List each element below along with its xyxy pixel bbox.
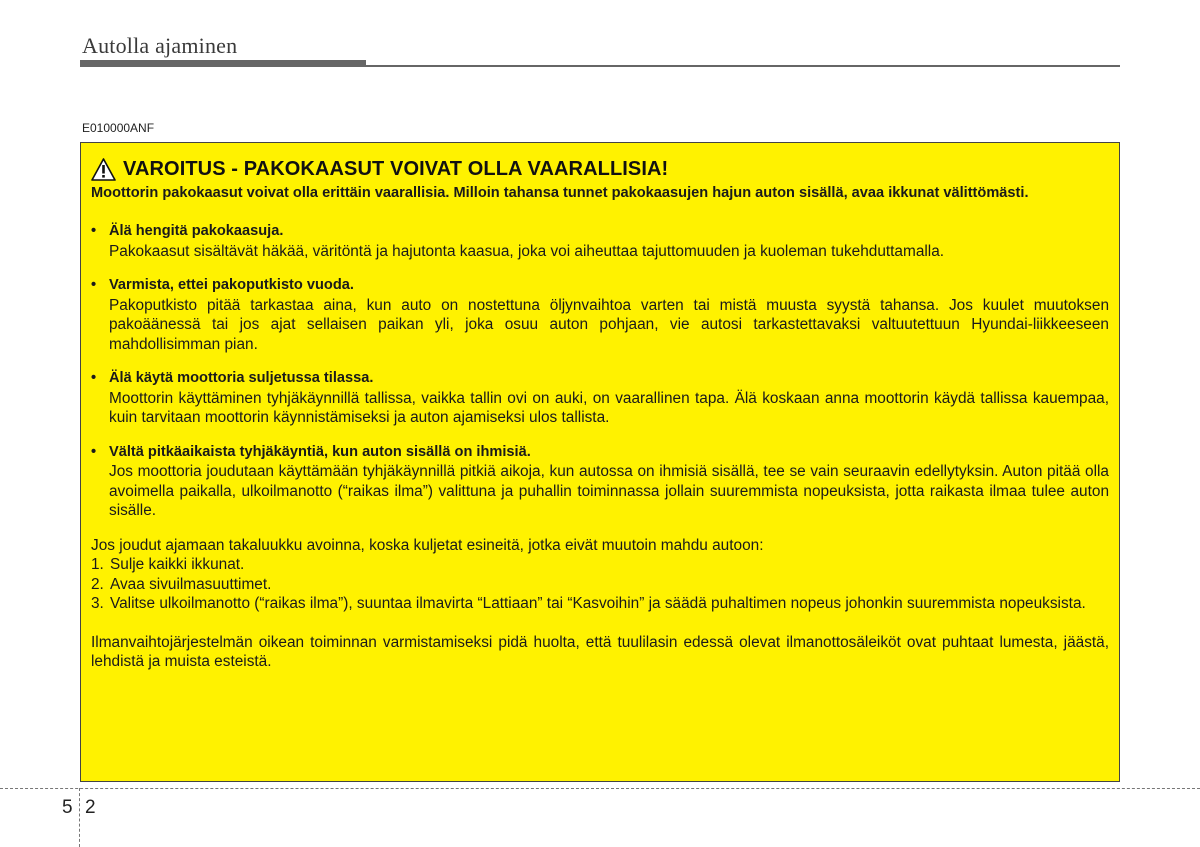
- bullet-heading: Älä käytä moottoria suljetussa tilassa.: [109, 370, 374, 386]
- bullet-text: Jos moottoria joudutaan käyttämään tyhjäkäynnillä pitkiä aikoja, kun autossa on ihmisiä sisällä, tee se vain seuraavin edellytyksin. Auton pitää olla avoimella paikalla, ulkoilmanotto (“raikas ilma”) valittuna ja puhallin toiminnassa jollain suuremmista nopeuksista, jotta raikasta ilmaa tulee auton sisälle.: [109, 463, 1109, 519]
- bullet-dot: •: [91, 277, 97, 293]
- warning-bullet: [91, 276, 1109, 354]
- step-text: Valitse ulkoilmanotto (“raikas ilma”), suuntaa ilmavirta “Lattiaan” tai “Kasvoihin” ja säädä puhaltimen nopeus johonkin suuremmista nopeuksista.: [110, 595, 1086, 612]
- warning-box: [80, 142, 1120, 782]
- closing-paragraph: Ilmanvaihtojärjestelmän oikean toiminnan varmistamiseksi pidä huolta, että tuulilasin edessä olevat ilmanottosäleiköt ovat puhtaat lumesta, jäästä, lehdistä ja muista esteistä.: [91, 633, 1109, 670]
- warning-triangle-icon: [91, 158, 116, 181]
- bullet-dot: •: [91, 443, 97, 460]
- warning-intro: Moottorin pakokaasut voivat olla erittäin vaarallisia. Milloin tahansa tunnet pakokaasujen hajun auton sisällä, avaa ikkunat välittömästi.: [91, 185, 1029, 201]
- warning-bullet: [91, 222, 1109, 261]
- chapter-number: 5: [62, 797, 73, 818]
- bullet-heading: Älä hengitä pakokaasuja.: [109, 223, 284, 239]
- warning-header: [91, 158, 1109, 181]
- trunk-open-intro: Jos joudut ajamaan takaluukku avoinna, koska kuljetat esineitä, jotka eivät muutoin mahdu autoon:: [91, 536, 764, 554]
- document-code: E010000ANF: [82, 121, 155, 135]
- steps-list: [91, 555, 1109, 614]
- bullet-dot: •: [91, 370, 97, 386]
- bullet-text: Pakokaasut sisältävät häkää, väritöntä ja hajutonta kaasua, joka voi aiheuttaa tajuttomuuden ja kuoleman tukehduttamalla.: [109, 242, 945, 260]
- bullet-dot: •: [91, 223, 97, 239]
- bullet-text: Pakoputkisto pitää tarkastaa aina, kun auto on nostettuna öljynvaihtoa varten tai mistä muusta syystä tahansa. Jos kuulet muutoksen pakoäänessä tai jos ajat sellaisen paikan yli, joka osuu auton pohjaan, vie autosi tarkastettavaksi valtuutettuun Hyundai-liikkeeseen mahdollisimman pian.: [109, 296, 1109, 353]
- bullet-text: Moottorin käyttäminen tyhjäkäynnillä tallissa, vaikka tallin ovi on auki, on vaarallinen tapa. Älä koskaan anna moottorin käydä tallissa kauempaa, kuin tarvitaan moottorin käynnistämiseksi ja auton ajamiseksi ulos tallista.: [109, 389, 1109, 426]
- footer-divider: [0, 788, 1200, 789]
- step-item: [91, 555, 1109, 575]
- step-item: [91, 575, 1109, 595]
- step-number: 1.: [91, 556, 104, 573]
- warning-bullet: [91, 369, 1109, 428]
- warning-title: VAROITUS - PAKOKAASUT VOIVAT OLLA VAARALLISIA!: [123, 158, 669, 180]
- footer-page-divider: [79, 788, 80, 847]
- bullet-heading: Vältä pitkäaikaista tyhjäkäyntiä, kun auton sisällä on ihmisiä.: [109, 443, 531, 460]
- step-item: [91, 594, 1109, 614]
- page-header-title: Autolla ajaminen: [82, 33, 238, 58]
- page-number: 2: [85, 797, 96, 818]
- step-number: 3.: [91, 595, 104, 612]
- bullet-heading: Varmista, ettei pakoputkisto vuoda.: [109, 277, 354, 293]
- step-text: Sulje kaikki ikkunat.: [110, 556, 245, 573]
- header-rule-thin: [366, 65, 1120, 67]
- step-number: 2.: [91, 575, 104, 593]
- warning-bullet: [91, 443, 1109, 521]
- step-text: Avaa sivuilmasuuttimet.: [110, 575, 272, 593]
- header-rule-thick: [80, 60, 366, 67]
